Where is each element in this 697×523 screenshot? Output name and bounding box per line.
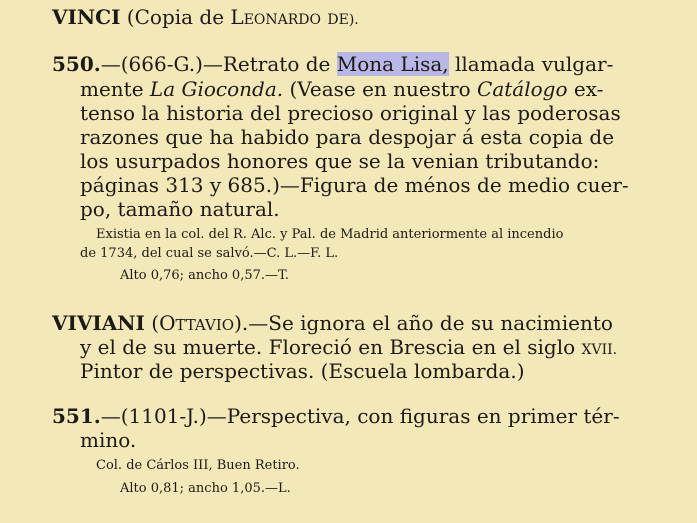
text: —(666-G.)—Retrato de (100, 52, 337, 76)
artist-heading-viviani (52, 313, 613, 333)
entry-551-dimensions: Alto 0,81; ancho 1,05.—L. (120, 481, 291, 496)
entry-550-line-1 (52, 54, 613, 74)
italic-title: La Gioconda. (149, 77, 284, 101)
artist-name: VINCI (52, 5, 121, 29)
entry-550-note-1: Existia en la col. del R. Alc. y Pal. de Madrid anteriormente al incendio (96, 227, 564, 242)
entry-551-line-1 (52, 406, 620, 426)
heading-tail: DE). (327, 12, 359, 28)
century-smallcaps: XVII. (581, 342, 618, 358)
text: —(1101-J.)—Perspectiva, con figuras en primer tér- (100, 404, 620, 428)
entry-number: 550. (52, 52, 101, 76)
entry-550-line-2 (80, 79, 603, 99)
viviani-line-2 (80, 337, 617, 357)
entry-number: 551. (52, 404, 101, 428)
heading-text: (Copia de L (126, 5, 244, 29)
artist-heading-vinci (52, 7, 359, 27)
heading-smallcaps: EONARDO (243, 12, 322, 28)
text: (Vease en nuestro (283, 77, 478, 101)
heading-smallcaps: TTAVIO (175, 316, 235, 334)
entry-550-line-4: razones que ha habido para despojar á esta copia de (80, 125, 615, 149)
highlighted-word[interactable]: Lisa, (400, 52, 449, 76)
entry-550-line-3: tenso la historia del precioso original y las poderosas (80, 101, 621, 125)
text: y el de su muerte. Floreció en Brescia en el siglo (80, 335, 582, 359)
entry-551-note: Col. de Cárlos III, Buen Retiro. (96, 458, 300, 473)
entry-550-dimensions: Alto 0,76; ancho 0,57.—T. (120, 268, 289, 283)
text: llamada vulgar- (448, 52, 614, 76)
artist-name: VIVIANI (52, 311, 145, 335)
italic-title: Catálogo (477, 77, 568, 101)
viviani-line-3: Pintor de perspectivas. (Escuela lombarda.) (80, 359, 525, 383)
entry-550-line-6: páginas 313 y 685.)—Figura de ménos de medio cuer- (80, 173, 629, 197)
text: mente (80, 77, 150, 101)
highlighted-word[interactable]: Mona (336, 52, 395, 76)
entry-550-note-2: de 1734, del cual se salvó.—C. L.—F. L. (80, 246, 339, 261)
entry-550-line-7: po, tamaño natural. (80, 197, 280, 221)
entry-551-line-2: mino. (80, 428, 137, 452)
entry-550-line-5: los usurpados honores que se la venian tributando: (80, 149, 600, 173)
text: ex- (567, 77, 604, 101)
text: ).—Se ignora el año de su nacimiento (234, 311, 613, 335)
text: (O (151, 311, 176, 335)
